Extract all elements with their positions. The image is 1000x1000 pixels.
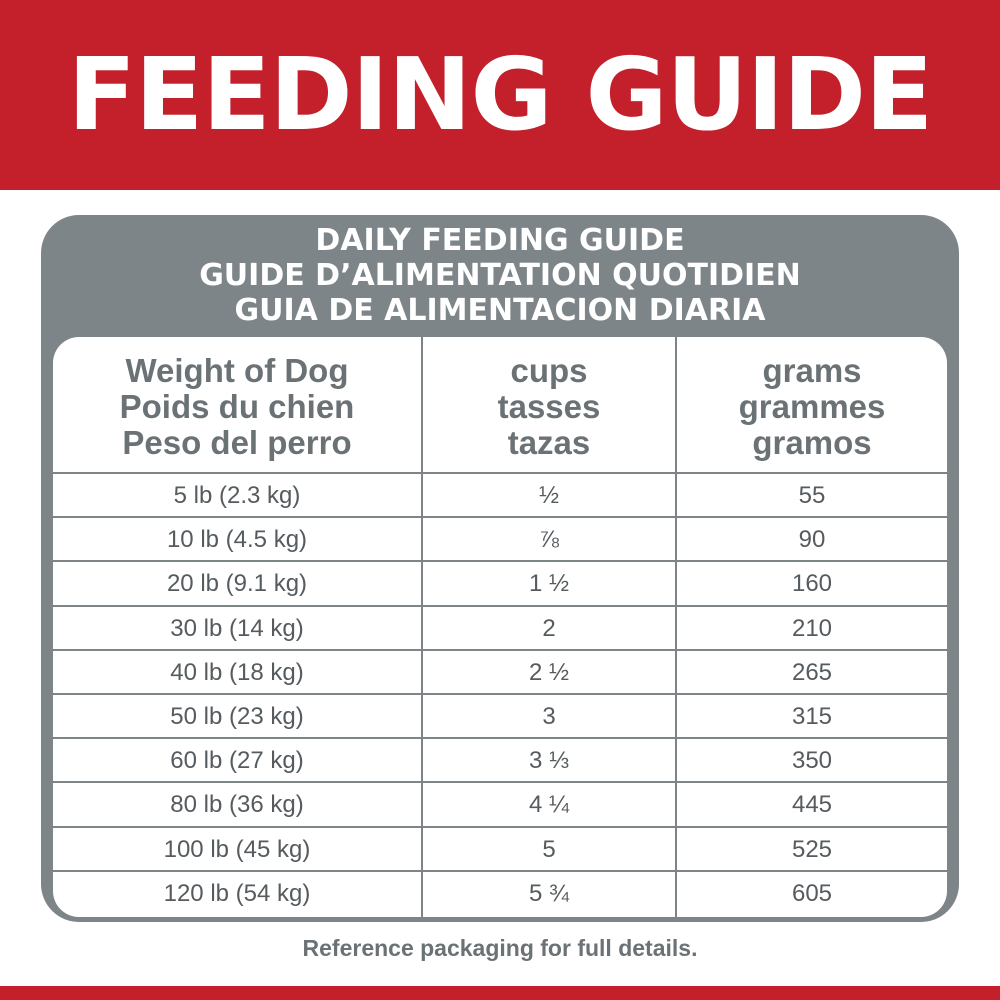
grams-cell: 350	[791, 747, 833, 775]
bottom-bar	[0, 986, 1000, 1000]
table-row	[53, 516, 947, 561]
weight-cell: 5 lb (2.3 kg)	[173, 482, 301, 509]
feeding-guide-card	[41, 215, 959, 922]
table-row	[53, 472, 947, 517]
column-header-grams-french: grammes	[738, 388, 886, 425]
column-header-grams-english: grams	[762, 352, 862, 389]
cups-cell: 5 ¾	[528, 879, 570, 907]
cups-cell: ½	[538, 482, 559, 509]
guide-heading-french: GUIDE D’ALIMENTATION QUOTIDIEN	[199, 258, 801, 293]
footer-note: Reference packaging for full details.	[302, 935, 698, 961]
cups-cell: 3 ⅓	[528, 747, 570, 775]
column-header-weight	[53, 353, 421, 473]
table-row	[53, 870, 947, 915]
column-header-cups-english: cups	[510, 352, 588, 389]
column-header-grams-spanish: gramos	[752, 424, 872, 461]
weight-cell: 100 lb (45 kg)	[163, 835, 311, 863]
column-header-cups-french: tasses	[497, 388, 601, 425]
grams-cell: 160	[791, 570, 833, 598]
column-header-weight-spanish: Peso del perro	[122, 424, 352, 461]
title-banner	[0, 0, 1000, 190]
grams-cell: 90	[798, 526, 826, 554]
cups-cell: 4 ¼	[528, 791, 570, 819]
feeding-table	[53, 337, 947, 917]
table-row	[53, 781, 947, 826]
cups-cell: 1 ½	[528, 570, 570, 598]
table-row	[53, 560, 947, 605]
cups-cell: ⅞	[538, 526, 559, 554]
column-header-grams	[677, 353, 947, 473]
grams-cell: 210	[791, 614, 833, 642]
table-row	[53, 649, 947, 694]
weight-cell: 40 lb (18 kg)	[170, 658, 304, 686]
guide-heading-english: DAILY FEEDING GUIDE	[315, 223, 685, 258]
column-header-cups-spanish: tazas	[507, 424, 591, 461]
column-header-weight-english: Weight of Dog	[125, 352, 349, 389]
grams-cell: 605	[791, 879, 833, 907]
grams-cell: 445	[791, 791, 833, 819]
table-row	[53, 693, 947, 738]
weight-cell: 20 lb (9.1 kg)	[166, 570, 308, 598]
page-title: FEEDING GUIDE	[67, 36, 933, 153]
weight-cell: 60 lb (27 kg)	[170, 747, 304, 775]
table-row	[53, 737, 947, 782]
cups-cell: 5	[542, 835, 556, 863]
cups-cell: 3	[542, 703, 556, 730]
guide-heading	[41, 223, 959, 328]
cups-cell: 2 ½	[528, 658, 570, 686]
weight-cell: 80 lb (36 kg)	[170, 791, 304, 819]
cups-cell: 2	[542, 614, 556, 642]
weight-cell: 50 lb (23 kg)	[170, 703, 304, 730]
grams-cell: 315	[791, 703, 833, 730]
weight-cell: 120 lb (54 kg)	[163, 879, 311, 907]
weight-cell: 30 lb (14 kg)	[170, 614, 304, 642]
grams-cell: 265	[791, 658, 833, 686]
column-header-cups	[423, 353, 675, 473]
guide-heading-spanish: GUIA DE ALIMENTACION DIARIA	[234, 293, 766, 328]
weight-cell: 10 lb (4.5 kg)	[166, 526, 308, 554]
column-header-weight-french: Poids du chien	[119, 388, 355, 425]
table-row	[53, 605, 947, 650]
grams-cell: 55	[798, 482, 826, 509]
grams-cell: 525	[791, 835, 833, 863]
table-row	[53, 826, 947, 871]
